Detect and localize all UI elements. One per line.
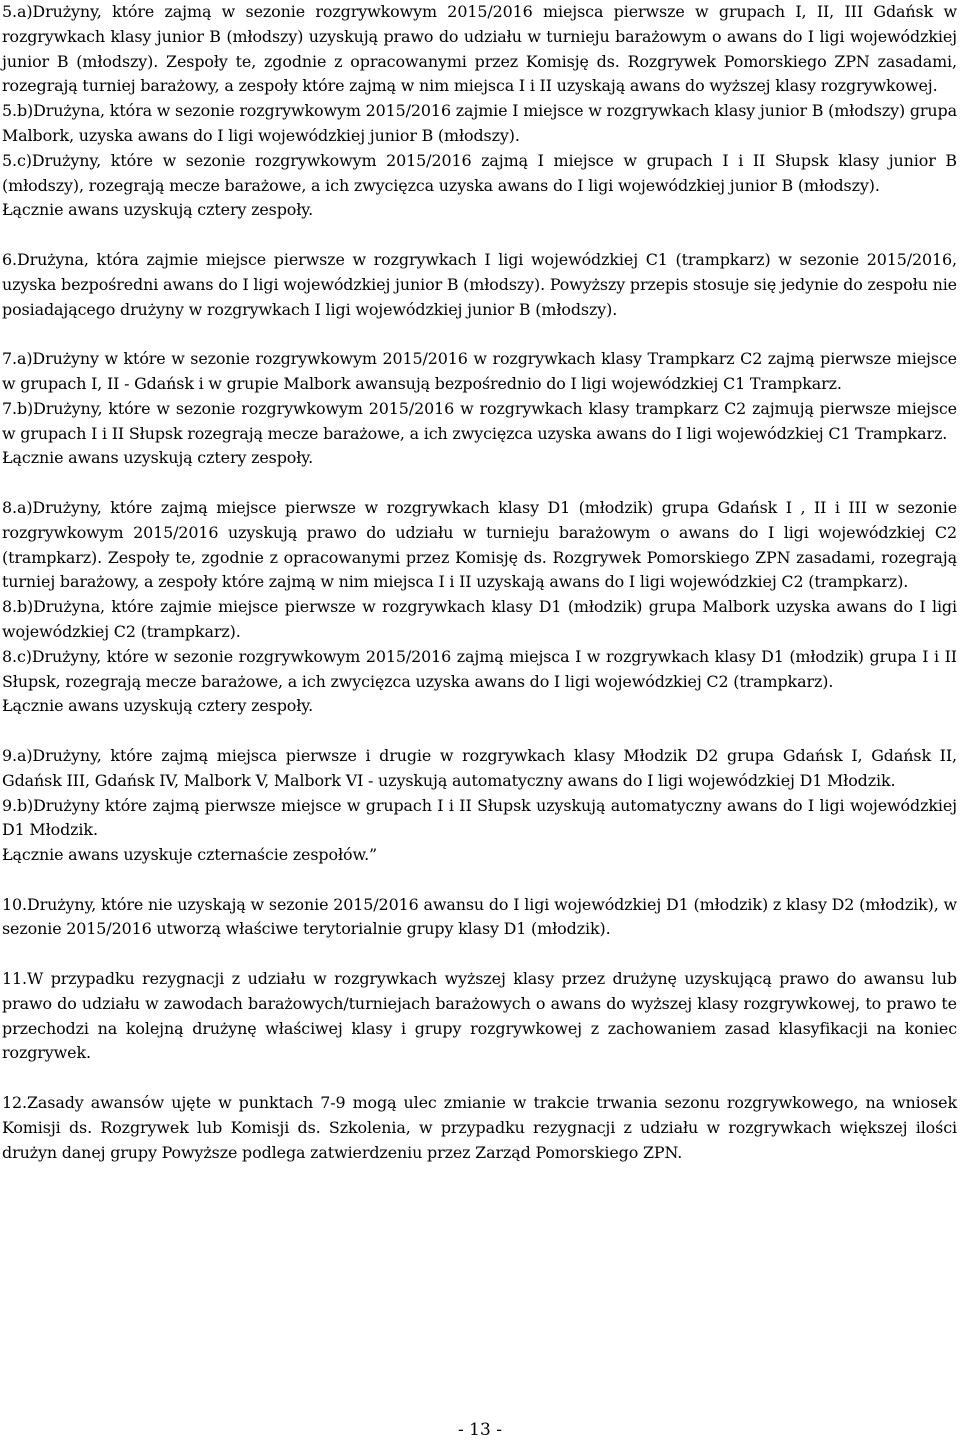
paragraph-9b: 9.b)Drużyny które zajmą pierwsze miejsce w grupach I i II Słupsk uzyskują automatyczny awans do I ligi wojewódzkiej D1 Młodzik. [2, 795, 957, 840]
paragraph-9a: 9.a)Drużyny, które zajmą miejsca pierwsze i drugie w rozgrywkach klasy Młodzik D2 grupa Gdańsk I, Gdańsk II, Gdańsk III, Gdańsk IV, Malbork V, Malbork VI - uzyskują automatyczny awans do I ligi wojewódzkiej D1 Młodzik. [2, 745, 957, 790]
summary-line-8: Łącznie awans uzyskują cztery zespoły. [2, 696, 314, 716]
paragraph-gap [2, 719, 957, 744]
paragraph-gap [2, 1066, 957, 1091]
paragraph-gap [2, 868, 957, 893]
paragraph-10: 10.Drużyny, które nie uzyskają w sezonie 2015/2016 awansu do I ligi wojewódzkiej D1 (młodzik) z klasy D2 (młodzik), w sezonie 2015/2016 utworzą właściwe terytorialnie grupy klasy D1 (młodzik). [2, 894, 957, 939]
paragraph-8c: 8.c)Drużyny, które w sezonie rozgrywkowym 2015/2016 zajmą miejsca I w rozgrywkach klasy D1 (młodzik) grupa I i II Słupsk, rozegrają mecze barażowe, a ich zwycięzca uzyska awans do I ligi wojewódzkiej C2 (trampkarz). [2, 646, 957, 691]
paragraph-6: 6.Drużyna, która zajmie miejsce pierwsze w rozgrywkach I ligi wojewódzkiej C1 (trampkarz) w sezonie 2015/2016, uzyska bezpośredni awans do I ligi wojewódzkiej junior B (młodszy). Powyższy przepis stosuje się jedynie do zespołu nie posiadającego drużyny w rozgrywkach I ligi wojewódzkiej junior B (młodszy). [2, 249, 957, 319]
paragraph-gap [2, 942, 957, 967]
paragraph-7a: 7.a)Drużyny w które w sezonie rozgrywkowym 2015/2016 w rozgrywkach klasy Trampkarz C2 zajmą pierwsze miejsce w grupach I, II - Gdańsk i w grupie Malbork awansują bezpośrednio do I ligi wojewódzkiej C1 Trampkarz. [2, 349, 957, 393]
document-page [2, 0, 957, 1165]
page-number: - 13 - [458, 1420, 502, 1440]
paragraph-gap [2, 471, 957, 496]
paragraph-12: 12.Zasady awansów ujęte w punktach 7-9 mogą ulec zmianie w trakcie trwania sezonu rozgrywkowego, na wniosek Komisji ds. Rozgrywek lub Komisji ds. Szkolenia, w przypadku rezygnacji z udziału w rozgrywkach większej ilości drużyn danej grupy Powyższe podlega zatwierdzeniu przez Zarząd Pomorskiego ZPN. [2, 1093, 957, 1162]
paragraph-7b: 7.b)Drużyny, które w sezonie rozgrywkowym 2015/2016 w rozgrywkach klasy trampkarz C2 zajmują pierwsze miejsce w grupach I i II Słupsk rozegrają mecze barażowe, a ich zwycięzca uzyska awans do I ligi wojewódzkiej C1 Trampkarz. [2, 398, 957, 443]
paragraph-gap [2, 223, 957, 248]
summary-line-7: Łącznie awans uzyskują cztery zespoły. [2, 448, 314, 468]
paragraph-5b: 5.b)Drużyna, która w sezonie rozgrywkowym 2015/2016 zajmie I miejsce w rozgrywkach klasy junior B (młodszy) grupa Malbork, uzyska awans do I ligi wojewódzkiej junior B (młodszy). [2, 101, 957, 145]
paragraph-8b: 8.b)Drużyna, które zajmie miejsce pierwsze w rozgrywkach klasy D1 (młodzik) grupa Malbork uzyska awans do I ligi wojewódzkiej C2 (trampkarz). [2, 597, 957, 641]
paragraph-gap [2, 322, 957, 347]
summary-line-5: Łącznie awans uzyskują cztery zespoły. [2, 200, 314, 220]
paragraph-5a: 5.a)Drużyny, które zajmą w sezonie rozgrywkowym 2015/2016 miejsca pierwsze w grupach I, II, III Gdańsk w rozgrywkach klasy junior B (młodszy) uzyskują prawo do udziału w turnieju barażowym o awans do I ligi wojewódzkiej junior B (młodszy). Zespoły te, zgodnie z opracowanymi przez Komisję ds. Rozgrywek Pomorskiego ZPN zasadami, rozegrają turniej barażowy, a zespoły które zajmą w nim miejsca I i II uzyskają awans do wyższej klasy rozgrywkowej. [2, 2, 957, 96]
paragraph-5c: 5.c)Drużyny, które w sezonie rozgrywkowym 2015/2016 zajmą I miejsce w grupach I i II Słupsk klasy junior B (młodszy), rozegrają mecze barażowe, a ich zwycięzca uzyska awans do I ligi wojewódzkiej junior B (młodszy). [2, 150, 957, 195]
summary-line-9: Łącznie awans uzyskuje czternaście zespołów.” [2, 845, 378, 865]
paragraph-8a: 8.a)Drużyny, które zajmą miejsce pierwsze w rozgrywkach klasy D1 (młodzik) grupa Gdańsk I , II i III w sezonie rozgrywkowym 2015/2016 uzyskują prawo do udziału w turnieju barażowym o awans do I ligi wojewódzkiej C2 (trampkarz). Zespoły te, zgodnie z opracowanymi przez Komisję ds. Rozgrywek Pomorskiego ZPN zasadami, rozegrają turniej barażowy, a zespoły które zajmą w nim miejsca I i II uzyskają awans do I ligi wojewódzkiej C2 (trampkarz). [2, 497, 957, 592]
paragraph-11: 11.W przypadku rezygnacji z udziału w rozgrywkach wyższej klasy przez drużynę uzyskującą prawo do awansu lub prawo do udziału w zawodach barażowych/turniejach barażowych o awans do wyższej klasy rozgrywkowej, to prawo te przechodzi na kolejną drużynę właściwej klasy i grupy rozgrywkowej z zachowaniem zasad klasyfikacji na koniec rozgrywek. [2, 969, 957, 1063]
